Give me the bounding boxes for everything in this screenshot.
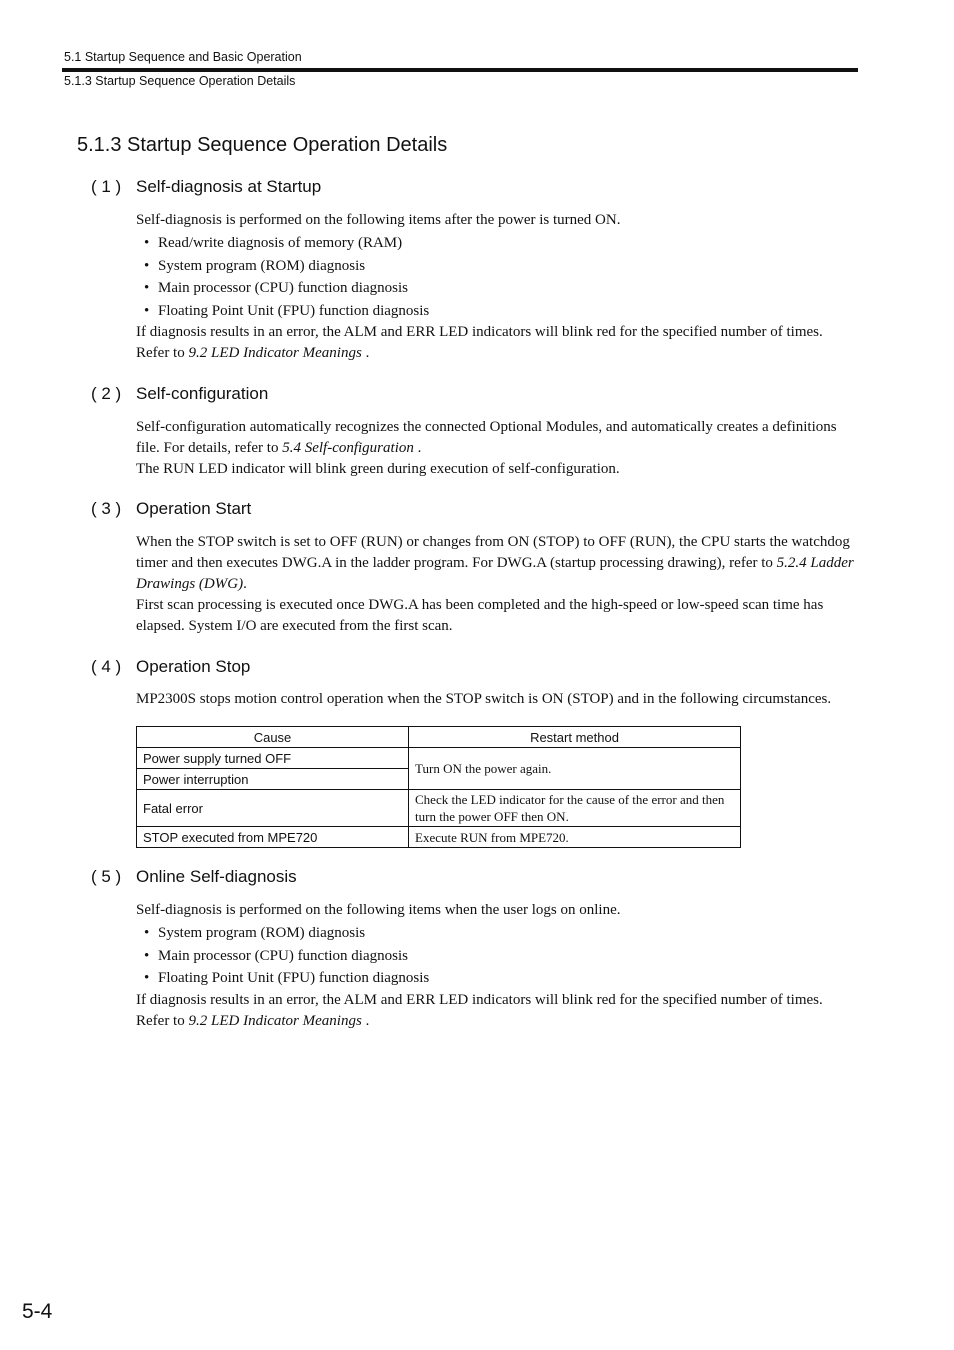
table-row (137, 748, 741, 769)
paragraph-text: When the STOP switch is set to OFF (RUN) or changes from ON (STOP) to OFF (RUN), the CPU starts the watchdog timer and then executes DWG.A in the ladder program. For DWG.A (startup processing drawing), refer to (136, 534, 850, 571)
paragraph-text: . (243, 576, 247, 592)
table-header-row (137, 727, 741, 748)
paragraph: Self-diagnosis is performed on the following items after the power is turned ON. (136, 212, 621, 228)
paragraph: Self-diagnosis is performed on the following items when the user logs on online. (136, 902, 621, 918)
section-number: ( 1 ) (91, 177, 122, 196)
section-body-2 (136, 417, 858, 480)
cross-reference-link[interactable]: 5.4 Self-configuration (282, 440, 414, 456)
page-title: 5.1.3 Startup Sequence Operation Details (77, 134, 448, 156)
section-heading-5 (91, 867, 297, 887)
reference-suffix: . (361, 1012, 370, 1029)
section-number: ( 4 ) (91, 657, 122, 676)
section-number: ( 5 ) (91, 867, 122, 886)
column-header-restart-method: Restart method (409, 727, 741, 748)
list-item: • Main processor (CPU) function diagnosis (136, 945, 858, 968)
section-number: ( 2 ) (91, 384, 122, 403)
table-cell-cause: Fatal error (137, 790, 409, 827)
section-title: Online Self-diagnosis (136, 867, 297, 886)
paragraph: If diagnosis results in an error, the ALM and ERR LED indicators will blink red for the specified number of times. (136, 324, 823, 340)
table-cell-method: Check the LED indicator for the cause of the error and then turn the power OFF then ON. (409, 790, 741, 827)
paragraph (136, 417, 858, 459)
section-body-4 (136, 689, 858, 710)
bullet-list (136, 232, 858, 322)
table-cell-cause: STOP executed from MPE720 (137, 827, 409, 848)
table-cell-method: Execute RUN from MPE720. (409, 827, 741, 848)
paragraph-text: . (413, 440, 422, 456)
reference-line (136, 1011, 858, 1032)
running-header-subsection: 5.1.3 Startup Sequence Operation Details (64, 74, 296, 88)
paragraph: The RUN LED indicator will blink green during execution of self-configuration. (136, 461, 620, 477)
table-cell-cause: Power interruption (137, 769, 409, 790)
cross-reference-link[interactable]: 9.2 LED Indicator Meanings (188, 1012, 362, 1029)
running-header-section: 5.1 Startup Sequence and Basic Operation (64, 50, 302, 64)
section-heading-1 (91, 177, 321, 197)
cross-reference-link[interactable]: 9.2 LED Indicator Meanings (188, 345, 362, 361)
table-cell-cause: Power supply turned OFF (137, 748, 409, 769)
reference-suffix: . (361, 345, 370, 361)
table-row (137, 790, 741, 827)
section-title: Self-diagnosis at Startup (136, 177, 322, 196)
reference-line (136, 343, 858, 364)
cross-reference-link[interactable]: 5.2.4 Ladder Drawings (DWG) (136, 555, 854, 592)
list-item: • Floating Point Unit (FPU) function diagnosis (136, 967, 858, 990)
bullet-list (136, 922, 858, 990)
section-heading-3 (91, 499, 251, 519)
list-item: • Main processor (CPU) function diagnosis (136, 277, 858, 300)
paragraph: First scan processing is executed once DWG.A has been completed and the high-speed or low-speed scan time has elapsed. System I/O are executed from the first scan. (136, 597, 824, 634)
list-item: • System program (ROM) diagnosis (136, 255, 858, 278)
paragraph: If diagnosis results in an error, the ALM and ERR LED indicators will blink red for the specified number of times. (136, 991, 823, 1008)
section-number: ( 3 ) (91, 499, 122, 518)
list-item: • System program (ROM) diagnosis (136, 922, 858, 945)
section-body-3 (136, 532, 858, 637)
paragraph (136, 532, 858, 595)
paragraph: MP2300S stops motion control operation when the STOP switch is ON (STOP) and in the following circumstances. (136, 691, 832, 707)
table-row (137, 827, 741, 848)
paragraph-text: Self-configuration automatically recognizes the connected Optional Modules, and automatically creates a definitions file. For details, refer to (136, 419, 837, 456)
section-title: Operation Stop (136, 657, 251, 676)
page-number: 5-4 (22, 1300, 53, 1323)
section-body-5 (136, 900, 858, 1032)
table-cell-method: Turn ON the power again. (409, 748, 741, 790)
list-item: • Read/write diagnosis of memory (RAM) (136, 232, 858, 255)
reference-prefix: Refer to (136, 345, 189, 361)
section-title: Self-configuration (136, 384, 269, 403)
list-item: • Floating Point Unit (FPU) function diagnosis (136, 300, 858, 323)
section-title: Operation Start (136, 499, 252, 518)
section-heading-2 (91, 384, 268, 404)
reference-prefix: Refer to (136, 1012, 189, 1029)
section-heading-4 (91, 657, 250, 677)
header-rule (62, 68, 858, 72)
operation-stop-table (136, 726, 741, 848)
column-header-cause: Cause (137, 727, 409, 748)
section-body-1 (136, 210, 858, 364)
